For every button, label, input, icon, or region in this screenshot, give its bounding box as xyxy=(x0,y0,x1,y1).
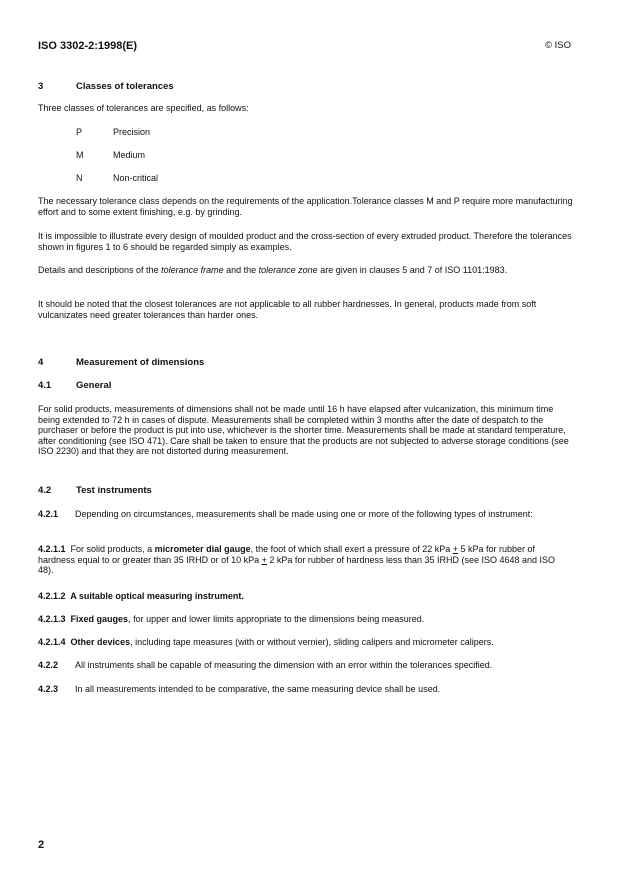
clause-4-2-1-1 xyxy=(38,544,573,576)
clause-number: 4.2.1.4 xyxy=(38,637,66,647)
section-title: Classes of tolerances xyxy=(76,81,174,92)
paragraph: It is impossible to illustrate every design of moulded product and the cross-section of every extruded product. Therefore the tolerances shown in figures 1 to 6 should be regarded simply as examples. xyxy=(38,231,572,252)
class-code: P xyxy=(76,127,83,137)
clause-text: Depending on circumstances, measurements shall be made using one or more of the following types of instrument: xyxy=(75,509,533,519)
clause-text: A suitable optical measuring instrument. xyxy=(70,591,244,601)
text-run: , for upper and lower limits appropriate to the dimensions being measured. xyxy=(128,614,425,624)
clause-4-2-2 xyxy=(38,660,573,671)
clause-4-2-1-4 xyxy=(38,637,573,648)
clause-4-2-1-2 xyxy=(38,591,573,602)
document-id: ISO 3302-2:1998(E) xyxy=(38,40,138,52)
class-code: M xyxy=(76,150,84,160)
section-number: 3 xyxy=(38,81,44,92)
page-number: 2 xyxy=(38,839,45,851)
paragraph: The necessary tolerance class depends on the requirements of the application.Tolerance classes M and P require more manufacturing effort and to some extent finishing, e.g. by grinding. xyxy=(38,196,573,217)
class-item-p xyxy=(76,127,150,137)
term-fixed-gauges: Fixed gauges xyxy=(70,614,129,624)
section-number: 4.2 xyxy=(38,485,52,496)
plus-minus-sign: + xyxy=(452,544,458,554)
text-run: Details and descriptions of the xyxy=(38,265,162,275)
term-tolerance-frame: tolerance frame xyxy=(161,265,224,275)
clause-number: 4.2.1.1 xyxy=(38,544,66,554)
text-run: , including tape measures (with or without vernier), sliding calipers and micrometer calipers. xyxy=(130,637,494,647)
text-run: , the foot of which shall exert a pressure of 22 kPa xyxy=(250,544,453,554)
text-run: and the xyxy=(223,265,259,275)
text-run: 2 kPa for rubber of hardness less than 35 IRHD (see ISO 4648 and ISO 48). xyxy=(38,554,556,576)
class-item-n xyxy=(76,173,158,183)
clause-4-2-1-3 xyxy=(38,614,573,625)
term-other-devices: Other devices xyxy=(70,637,131,647)
section-3-heading xyxy=(38,82,573,93)
section-3-intro: Three classes of tolerances are specified, as follows: xyxy=(38,103,249,113)
class-label: Medium xyxy=(113,150,146,160)
term-micrometer-dial-gauge: micrometer dial gauge xyxy=(154,544,251,554)
section-title: General xyxy=(76,380,112,391)
section-number: 4.1 xyxy=(38,380,52,391)
clause-number: 4.2.2 xyxy=(38,660,59,670)
clause-4-2-3 xyxy=(38,684,573,695)
paragraph: For solid products, measurements of dimensions shall not be made until 16 h have elapsed after vulcanization, this minimum time being extended to 72 h in cases of dispute. Measurements shall be completed within 3 months after the date of despatch to the purchaser or before the product is put into use, whichever is the shorter time. Measurements shall be made at standard temperature, after conditioning (see ISO 471). Care shall be taken to ensure that the products are not subjected to adverse storage conditions (see ISO 2230) and that they are not distorted during measurement. xyxy=(38,404,569,457)
clause-number: 4.2.3 xyxy=(38,684,59,694)
clause-4-2-1 xyxy=(38,509,573,520)
clause-text: In all measurements intended to be comparative, the same measuring device shall be used. xyxy=(75,684,441,694)
copyright-notice: © ISO xyxy=(544,40,571,51)
class-item-m xyxy=(76,150,145,160)
paragraph xyxy=(38,265,573,276)
class-label: Non-critical xyxy=(113,173,159,183)
text-run: For solid products, a xyxy=(70,544,155,554)
class-code: N xyxy=(76,173,83,183)
section-number: 4 xyxy=(38,357,44,368)
section-title: Test instruments xyxy=(76,485,152,496)
term-tolerance-zone: tolerance zone xyxy=(258,265,318,275)
text-run: 5 kPa for rubber of hardness equal to or greater than 35 IRHD or of 10 kPa xyxy=(38,544,536,565)
clause-text: All instruments shall be capable of measuring the dimension with an error within the tolerances specified. xyxy=(75,660,493,670)
clause-number: 4.2.1.2 xyxy=(38,591,66,601)
class-label: Precision xyxy=(113,127,151,137)
section-4-heading xyxy=(38,358,573,369)
text-run: are given in clauses 5 and 7 of ISO 1101:1983. xyxy=(317,265,508,275)
clause-number: 4.2.1 xyxy=(38,509,59,519)
section-4-1-heading xyxy=(38,381,573,392)
plus-minus-sign: + xyxy=(261,554,267,565)
section-title: Measurement of dimensions xyxy=(76,357,205,368)
paragraph: It should be noted that the closest tolerances are not applicable to all rubber hardnesses. In general, products made from soft vulcanizates need greater tolerances than harder ones. xyxy=(38,299,537,320)
clause-number: 4.2.1.3 xyxy=(38,614,66,624)
section-4-2-heading xyxy=(38,486,573,497)
